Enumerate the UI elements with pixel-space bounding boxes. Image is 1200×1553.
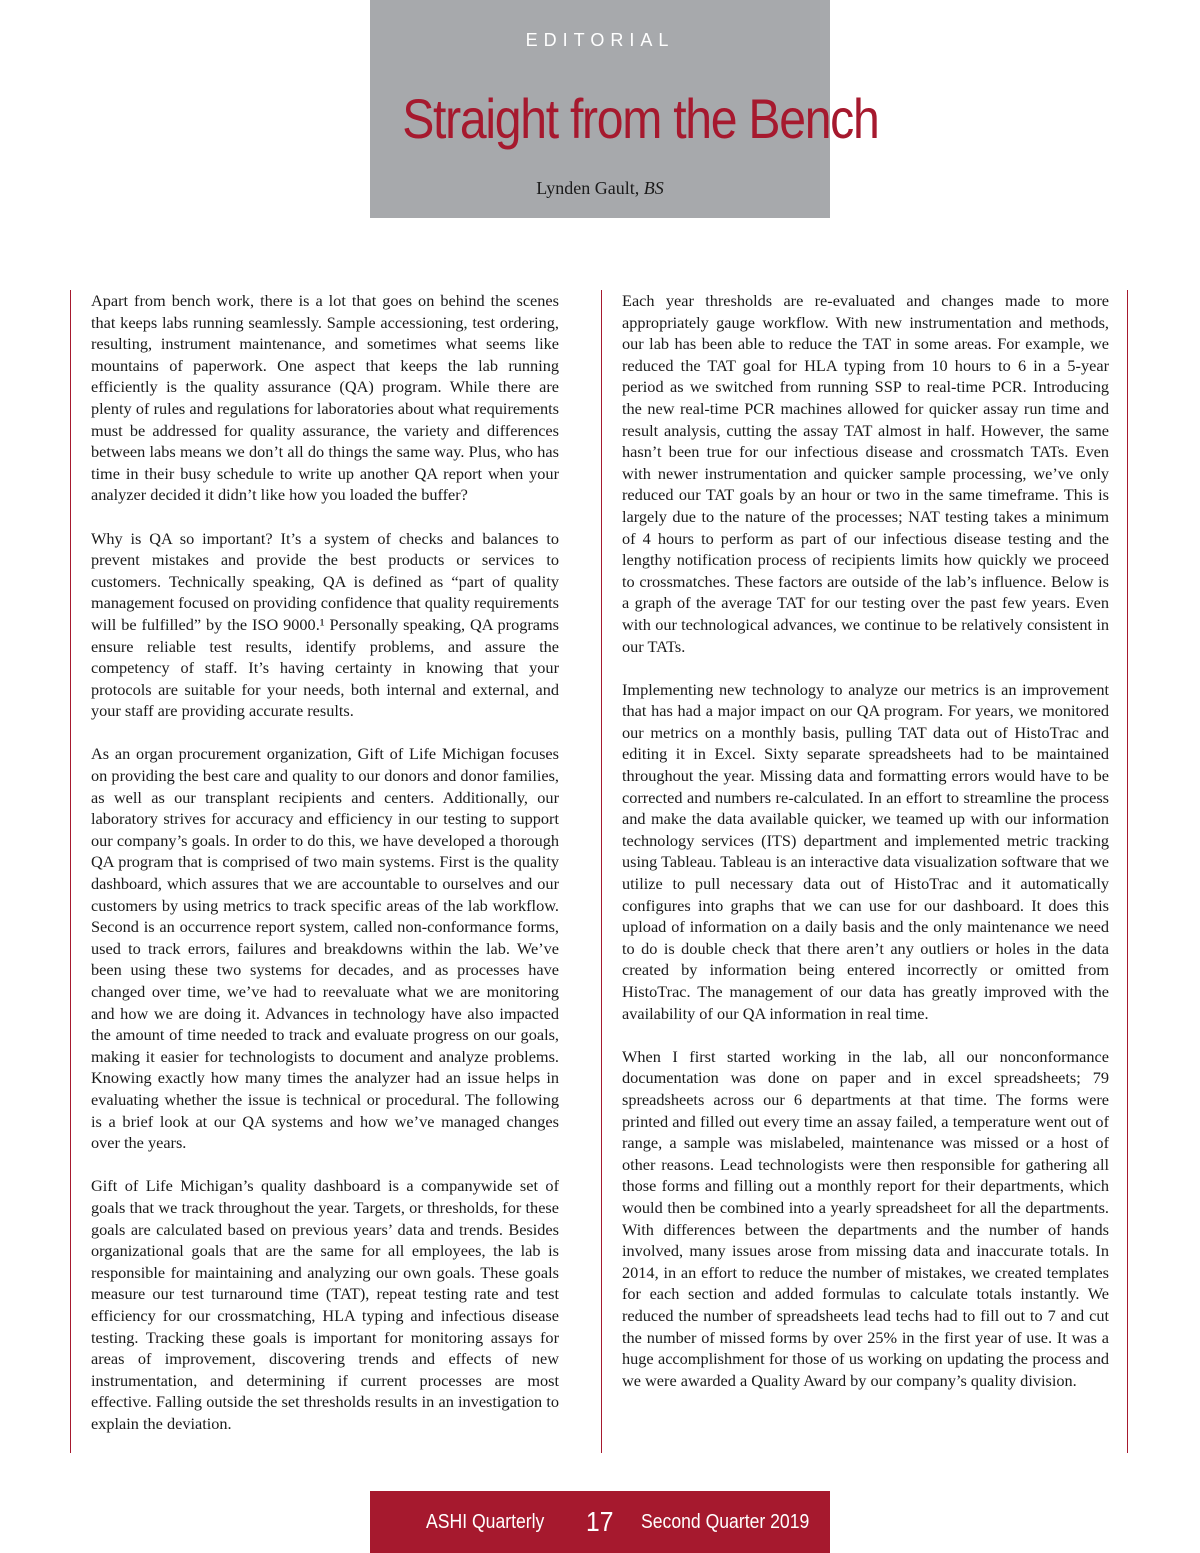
author-name: Lynden Gault,: [536, 178, 640, 198]
left-column: [70, 290, 559, 1453]
paragraph: As an organ procurement organization, Gift of Life Michigan focuses on providing the best care and quality to our donors and donor families, as well as our transplant recipients and centers. Additionally, our laboratory strives for accuracy and efficiency in our testing to support our company’s goals. In order to do this, we have developed a thorough QA program that is comprised of two main systems. First is the quality dashboard, which assures that we are accountable to ourselves and our customers by using metrics to track specific areas of the lab workflow. Second is an occurrence report system, called non-conformance forms, used to track errors, failures and breakdowns within the lab. We’ve been using these two systems for decades, and as processes have changed over time, we’ve had to reevaluate what we are monitoring and how we are doing it. Advances in technology have also impacted the amount of time needed to track and evaluate progress on our goals, making it easier for technologists to document and analyze problems. Knowing exactly how many times the analyzer had an issue helps in evaluating whether the issue is technical or procedural. The following is a brief look at our QA systems and how we’ve managed changes over the years.: [91, 744, 559, 1153]
section-label: EDITORIAL: [525, 30, 675, 50]
journal-name: ASHI Quarterly: [426, 1511, 545, 1533]
issue-date: Second Quarter 2019: [641, 1511, 810, 1533]
paragraph: Implementing new technology to analyze our metrics is an improvement that has had a major impact on our QA program. For years, we monitored our metrics on a monthly basis, pulling TAT data out of HistoTrac and editing it in Excel. Sixty separate spreadsheets had to be maintained throughout the year. Missing data and formatting errors would have to be corrected and numbers re-calculated. In an effort to streamline the process and make the data available quicker, we teamed up with our information technology services (ITS) department and implemented metric tracking using Tableau. Tableau is an interactive data visualization software that we utilize to pull necessary data out of HistoTrac and it automatically configures into graphs that we can use for our dashboard. It does this upload of information on a daily basis and the only maintenance we need to do is double check that there aren’t any outliers or holes in the data created by information being entered incorrectly or omitted from HistoTrac. The management of our data has greatly improved with the availability of our QA information in real time.: [622, 679, 1109, 1023]
paragraph: Each year thresholds are re-evaluated and changes made to more appropriately gauge workflow. With new instrumentation and methods, our lab has been able to reduce the TAT in some areas. For example, we reduced the TAT goal for HLA typing from 10 hours to 6 in a 5-year period as we switched from running SSP to real-time PCR. Introducing the new real-time PCR machines allowed for quicker assay run time and result analysis, cutting the assay TAT almost in half. However, the same hasn’t been true for our infectious disease and crossmatch TATs. Even with newer instrumentation and quicker sample processing, we’ve only reduced our TAT goals by an hour or two in the same timeframe. This is largely due to the nature of the processes; NAT testing takes a minimum of 4 hours to perform as part of our infectious disease testing and the lengthy notification process of recipients limits how quickly we proceed to crossmatches. These factors are outside of the lab’s influence. Below is a graph of the average TAT for our testing over the past few years. Even with our technological advances, we continue to be relatively consistent in our TATs.: [622, 291, 1109, 656]
right-column: [601, 290, 1128, 1453]
paragraph: When I first started working in the lab, all our nonconformance documentation was done on paper and in excel spreadsheets; 79 spreadsheets across our 6 departments at that time. The forms were printed and filled out every time an assay failed, a temperature went out of range, a sample was mislabeled, maintenance was missed or a host of other reasons. Lead technologists were then responsible for gathering all those forms and filling out a monthly report for their departments, which would then be combined into a yearly spreadsheet for all the departments. With differences between the departments and the number of hands involved, many issues arose from missing data and inaccurate totals. In 2014, in an effort to reduce the number of mistakes, we created templates for each section and added formulas to calculate totals instantly. We reduced the number of spreadsheets lead techs had to fill out to 7 and cut the number of missed forms by over 25% in the first year of use. It was a huge accomplishment for those of us working on updating the process and we were awarded a Quality Award by our company’s quality division.: [622, 1046, 1109, 1390]
editorial-header: [370, 0, 879, 218]
author-degree: BS: [643, 178, 664, 198]
article-title: Straight from the Bench: [402, 87, 879, 150]
paragraph: Apart from bench work, there is a lot that goes on behind the scenes that keeps labs running seamlessly. Sample accessioning, test ordering, resulting, instrument maintenance, and sometimes what seems like mountains of paperwork. One aspect that keeps the lab running efficiently is the quality assurance (QA) program. While there are plenty of rules and regulations for laboratories about what requirements must be addressed for quality assurance, the variety and differences between labs means we don’t all do things the same way. Plus, who has time in their busy schedule to write up another QA report when your analyzer decided it didn’t like how you loaded the buffer?: [91, 291, 559, 505]
byline: [370, 178, 830, 199]
paragraph: Why is QA so important? It’s a system of checks and balances to prevent mistakes and provide the best products or services to customers. Technically speaking, QA is defined as “part of quality management focused on providing confidence that quality requirements will be fulfilled” by the ISO 9000.¹ Personally speaking, QA programs ensure reliable test results, identify problems, and assure the competency of staff. It’s having certainty in knowing that your protocols are suitable for your needs, both internal and external, and your staff are providing accurate results.: [91, 528, 559, 721]
page-number: 17: [586, 1506, 614, 1537]
paragraph: Gift of Life Michigan’s quality dashboard is a companywide set of goals that we track throughout the year. Targets, or thresholds, for these goals are calculated based on previous years’ data and trends. Besides organizational goals that are the same for all employees, the lab is responsible for maintaining and analyzing our own goals. These goals measure our test turnaround time (TAT), repeat testing rate and test efficiency for our crossmatching, HLA typing and infectious disease testing. Tracking these goals is important for monitoring assays for areas of improvement, discovering trends and effects of new instrumentation, and determining if current processes are most effective. Falling outside the set thresholds results in an investigation to explain the deviation.: [91, 1176, 559, 1433]
page-footer: [370, 1491, 830, 1553]
